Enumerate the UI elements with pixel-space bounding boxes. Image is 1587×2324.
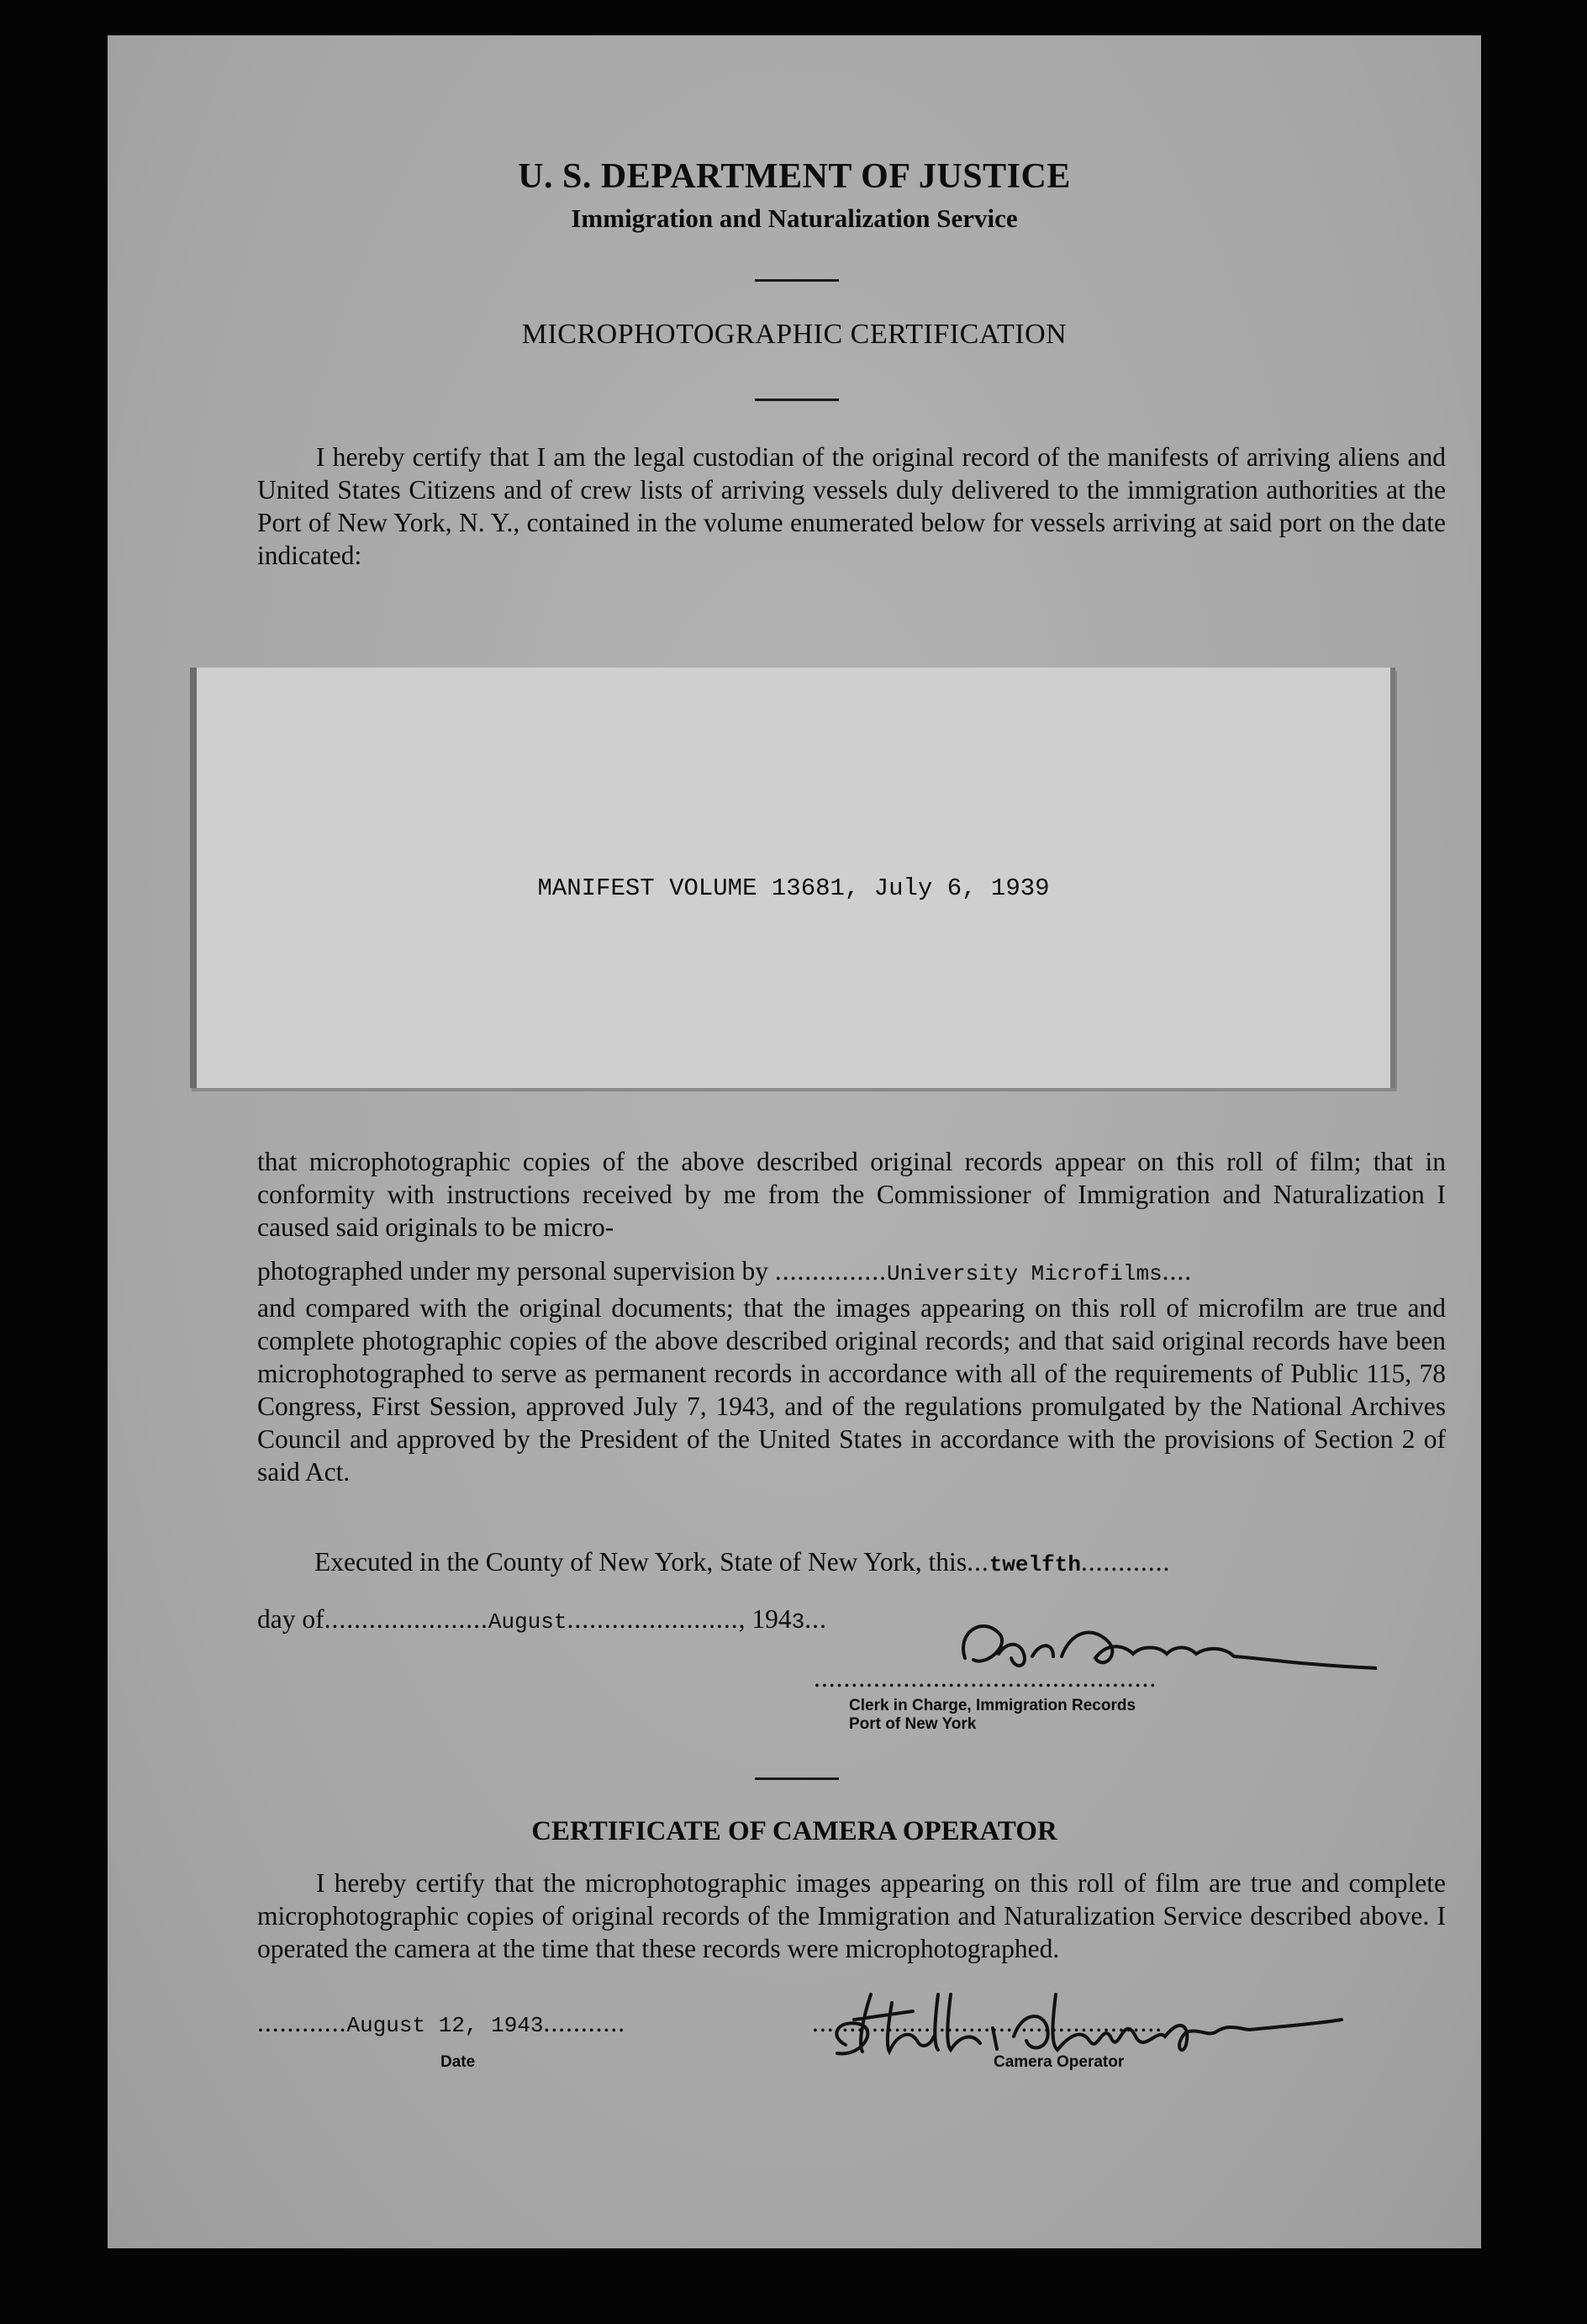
body-paragraph-1: that microphotographic copies of the above described original records appear on this roll of film; that in conformity with instructions received by me from the Commissioner of Immigration and Naturalization I caused said originals to be micro- [257, 1147, 1446, 1242]
dotted-leader: ............ [257, 2008, 347, 2037]
manifest-slip [190, 668, 1395, 1088]
body-paragraph-2: and compared with the original documents; that the images appearing on this roll of microfilm are true and complete photographic copies of the above described original records; and that said original records have been microphotographed to serve as permanent records in accordance with all of the requirements of Public 115, 78 Congress, First Session, approved July 7, 1943, and of the regulations promulgated by the National Archives Council and approved by the President of the United States in accordance with the provisions of Section 2 of said Act. [257, 1293, 1446, 1487]
executed-prefix: Executed in the County of New York, State of New York, this [314, 1547, 967, 1577]
microfilm-company: University Microfilms [887, 1261, 1163, 1286]
dotted-leader: ....................... [567, 1604, 739, 1634]
dotted-leader: ... [967, 1547, 989, 1577]
dotted-leader: ... [804, 1604, 827, 1634]
operator-title: CERTIFICATE OF CAMERA OPERATOR [531, 1816, 1057, 1846]
clerk-signature-line [814, 1663, 1157, 1693]
date-line [257, 2008, 625, 2038]
divider [755, 1777, 839, 1780]
divider [755, 279, 839, 282]
camera-operator-label: Camera Operator [994, 2053, 1125, 2071]
clerk-title [849, 1697, 1136, 1734]
date-label: Date [440, 2053, 476, 2071]
dotted-leader: .............................................. [814, 1663, 1157, 1693]
executed-day: twelfth [989, 1552, 1081, 1577]
year-digit: 3 [791, 1609, 805, 1635]
intro-paragraph: I hereby certify that I am the legal custodian of the original record of the manifests of arriving aliens and United States Citizens and of crew lists of arriving vessels duly delivered to the immigration authorities at the Port of New York, N. Y., contained in the volume enumerated below for vessels arriving at said port on the date indicated: [257, 442, 1446, 570]
supervision-line [257, 1256, 1192, 1286]
supervision-prefix: photographed under my personal supervision by [257, 1256, 769, 1286]
clerk-title-line1: Clerk in Charge, Immigration Records [849, 1697, 1136, 1714]
year-prefix: , 194 [738, 1604, 792, 1634]
certification-date: August 12, 1943 [346, 2013, 544, 2038]
dotted-leader: ............... [774, 1256, 888, 1286]
dotted-leader: .... [1162, 1256, 1193, 1286]
day-of-prefix: day of [257, 1604, 324, 1634]
executed-line [314, 1547, 1170, 1577]
operator-signature-line [812, 2008, 1163, 2038]
dotted-leader: ............ [1080, 1547, 1171, 1577]
executed-month: August [488, 1609, 567, 1635]
dotted-leader: ............................................... [812, 2008, 1163, 2037]
divider [755, 399, 839, 401]
certification-title: MICROPHOTOGRAPHIC CERTIFICATION [521, 319, 1068, 350]
manifest-volume-text: MANIFEST VOLUME 13681, July 6, 1939 [537, 874, 1050, 902]
day-of-line [257, 1604, 827, 1635]
service-subheading: Immigration and Naturalization Service [571, 203, 1018, 233]
dotted-leader: ........... [543, 2008, 626, 2037]
certificate-page [108, 35, 1481, 2248]
operator-paragraph: I hereby certify that the microphotographic images appearing on this roll of film are true and complete microphotographic copies of original records of the Immigration and Naturalization Service described above. I operated the camera at the time that these records were microphotographed. [257, 1868, 1446, 1963]
clerk-title-line2: Port of New York [849, 1715, 977, 1733]
department-heading: U. S. DEPARTMENT OF JUSTICE [518, 157, 1071, 196]
dotted-leader: ...................... [324, 1604, 488, 1634]
